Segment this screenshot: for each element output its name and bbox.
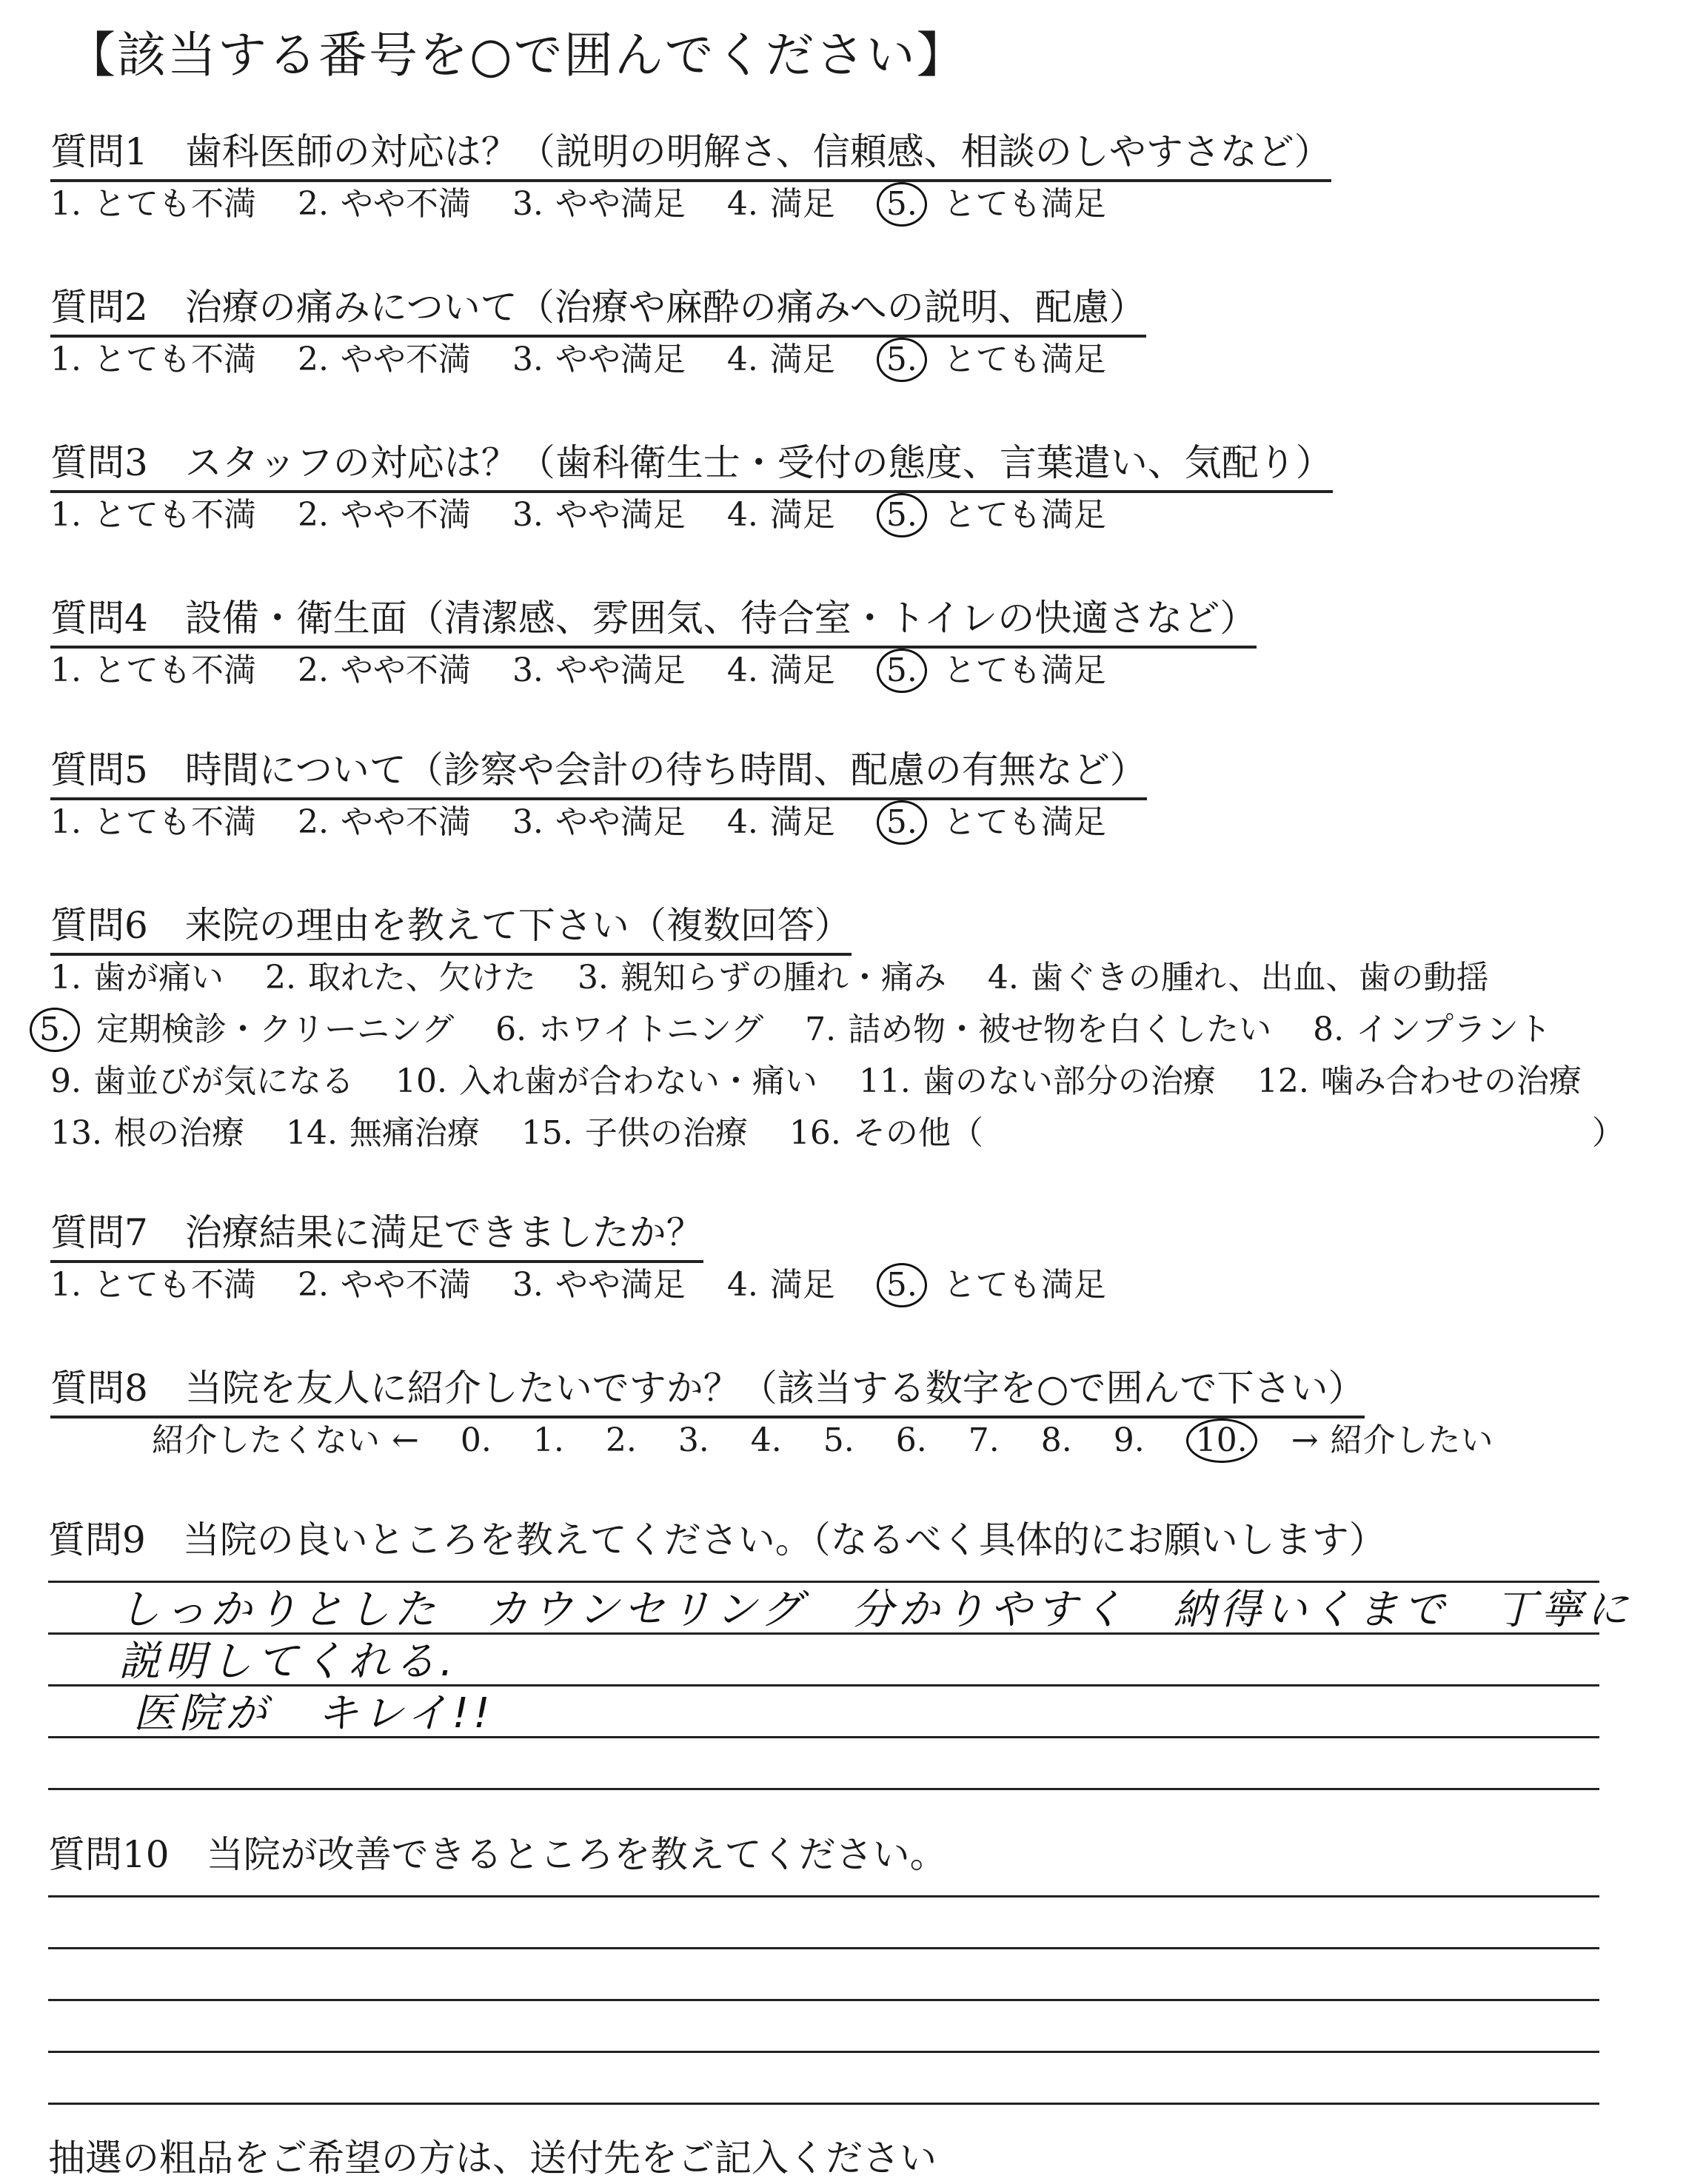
answer-line [48,1895,1599,1897]
question-2-label: 質問2 治療の痛みについて（治療や麻酔の痛みへの説明、配慮） [50,281,1146,338]
scale-3[interactable]: 3. [678,1421,709,1459]
reason-9[interactable]: 9. 歯並びが気になる [50,1062,354,1100]
reason-5-text: 定期検診・クリーニング [96,1011,455,1048]
reason-16[interactable]: 16. その他（ [789,1114,983,1152]
option-2[interactable]: 2. やや不満 [297,651,471,689]
answer-line [48,1788,1599,1790]
option-5-text: とても満足 [943,185,1106,223]
question-6-row-1 [50,955,1519,1001]
reason-2[interactable]: 2. 取れた、欠けた [264,959,536,996]
option-5-text: とても満足 [943,651,1106,689]
answer-line [48,1581,1599,1583]
option-1[interactable]: 1. とても不満 [50,496,256,534]
option-4[interactable]: 4. 満足 [726,1266,835,1304]
question-4-options [50,648,1106,694]
option-3[interactable]: 3. やや満足 [512,1266,686,1304]
question-3-label: 質問3 スタッフの対応は？（歯科衛生士・受付の態度、言葉遣い、気配り） [50,437,1333,493]
option-3[interactable]: 3. やや満足 [512,803,686,841]
option-5-circled[interactable]: 5. [877,338,927,382]
question-3-options [50,492,1106,538]
option-5-text: とても満足 [943,496,1106,534]
option-2[interactable]: 2. やや不満 [297,803,471,841]
scale-right-label: → 紹介したい [1291,1421,1493,1459]
scale-6[interactable]: 6. [895,1421,927,1459]
other-close-paren: ） [1592,1114,1625,1152]
reason-11[interactable]: 11. 歯のない部分の治療 [858,1062,1216,1100]
question-1-label: 質問1 歯科医師の対応は？（説明の明解さ、信頼感、相談のしやすさなど） [50,126,1331,182]
option-3[interactable]: 3. やや満足 [512,185,686,223]
answer-line [48,1947,1599,1949]
scale-10-circled[interactable]: 10. [1186,1418,1257,1463]
scale-8[interactable]: 8. [1040,1421,1072,1459]
option-3[interactable]: 3. やや満足 [512,651,686,689]
option-5-circled[interactable]: 5. [877,649,927,693]
option-1[interactable]: 1. とても不満 [50,341,256,378]
option-3[interactable]: 3. やや満足 [512,496,686,534]
reason-8[interactable]: 8. インプラント [1313,1011,1552,1048]
scale-9[interactable]: 9. [1113,1421,1145,1459]
question-6-row-3 [50,1059,1611,1105]
answer-line [48,1999,1599,2001]
answer-line [48,2103,1599,2105]
question-8-label: 質問8 当院を友人に紹介したいですか？（該当する数字を○で囲んで下さい） [50,1362,1365,1418]
scale-4[interactable]: 4. [750,1421,782,1459]
question-2-options [50,337,1106,383]
scale-1[interactable]: 1. [532,1421,564,1459]
reason-7[interactable]: 7. 詰め物・被せ物を白くしたい [805,1011,1272,1048]
reason-12[interactable]: 12. 噛み合わせの治療 [1257,1062,1582,1100]
option-4[interactable]: 4. 満足 [726,496,835,534]
option-1[interactable]: 1. とても不満 [50,1266,256,1304]
reason-6[interactable]: 6. ホワイトニング [495,1011,764,1048]
scale-5[interactable]: 5. [823,1421,854,1459]
question-6-row-4 [50,1111,983,1156]
option-5-text: とても満足 [943,1266,1106,1304]
reason-15[interactable]: 15. 子供の治療 [521,1114,748,1152]
question-10-label: 質問10 当院が改善できるところを教えてください。 [48,1833,947,1876]
question-6-label: 質問6 来院の理由を教えて下さい（複数回答） [50,900,852,956]
option-5-circled[interactable]: 5. [877,182,927,227]
question-7-options [50,1262,1106,1308]
option-1[interactable]: 1. とても不満 [50,803,256,841]
reason-5-circled[interactable]: 5. [30,1008,80,1052]
reason-13[interactable]: 13. 根の治療 [50,1114,244,1152]
option-5-text: とても満足 [943,803,1106,841]
option-5-text: とても満足 [943,341,1106,378]
option-4[interactable]: 4. 満足 [726,341,835,378]
option-4[interactable]: 4. 満足 [726,185,835,223]
answer-line [48,2051,1599,2053]
option-3[interactable]: 3. やや満足 [512,341,686,378]
question-1-options [50,181,1106,227]
question-9-label: 質問9 当院の良いところを教えてください。（なるべく具体的にお願いします） [48,1518,1386,1561]
handwritten-answer-line-1: しっかりとした カウンセリング 分かりやすく 納得いくまで 丁寧に [118,1586,1633,1634]
reason-4[interactable]: 4. 歯ぐきの腫れ、出血、歯の動揺 [987,959,1489,996]
option-2[interactable]: 2. やや不満 [297,185,471,223]
question-5-options [50,800,1106,845]
recommend-scale [152,1418,1523,1464]
option-2[interactable]: 2. やや不満 [297,1266,471,1304]
option-5-circled[interactable]: 5. [877,493,927,537]
option-2[interactable]: 2. やや不満 [297,341,471,378]
reason-1[interactable]: 1. 歯が痛い [50,959,224,996]
option-4[interactable]: 4. 満足 [726,803,835,841]
scale-left-label: 紹介したくない ← [152,1421,419,1459]
reason-3[interactable]: 3. 親知らずの腫れ・痛み [577,959,946,996]
footer-note: 抽選の粗品をご希望の方は、送付先をご記入ください [48,2137,937,2180]
handwritten-answer-line-2: 説明してくれる. [118,1638,458,1686]
question-6-row-2 [30,1007,1581,1053]
reason-10[interactable]: 10. 入れ歯が合わない・痛い [395,1062,817,1100]
question-7-label: 質問7 治療結果に満足できましたか？ [50,1207,703,1263]
option-2[interactable]: 2. やや不満 [297,496,471,534]
option-5-circled[interactable]: 5. [877,800,927,845]
option-5-circled[interactable]: 5. [877,1263,927,1307]
option-1[interactable]: 1. とても不満 [50,185,256,223]
option-4[interactable]: 4. 満足 [726,651,835,689]
scale-2[interactable]: 2. [605,1421,637,1459]
option-1[interactable]: 1. とても不満 [50,651,256,689]
question-4-label: 質問4 設備・衛生面（清潔感、雰囲気、待合室・トイレの快適さなど） [50,592,1257,649]
form-title: 【該当する番号を○で囲んでください】 [67,27,967,84]
scale-7[interactable]: 7. [968,1421,1000,1459]
reason-14[interactable]: 14. 無痛治療 [285,1114,480,1152]
question-5-label: 質問5 時間について（診察や会計の待ち時間、配慮の有無など） [50,744,1147,800]
scale-0[interactable]: 0. [460,1421,492,1459]
handwritten-answer-line-3: 医院が キレイ!! [133,1689,495,1738]
